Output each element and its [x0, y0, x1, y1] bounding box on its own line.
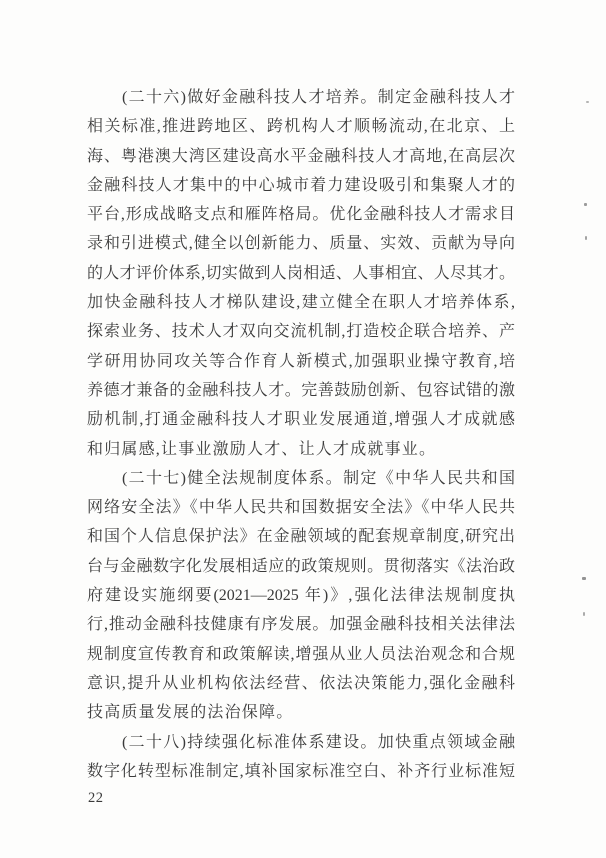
text-line: (二十六)做好金融科技人才培养。制定金融科技人才 — [122, 89, 515, 106]
paragraph-item-27 — [87, 464, 515, 728]
text-line: 励机制,打通金融科技人才职业发展通道,增强人才成就感 — [87, 411, 515, 429]
text-line: 探索业务、技术人才双向交流机制,打造校企联合培养、产 — [87, 323, 515, 341]
text-line: (二十七)健全法规制度体系。制定《中华人民共和国 — [122, 469, 515, 487]
text-line: 台与金融数字化发展相适应的政策规则。贯彻落实《法治政 — [87, 557, 515, 575]
paragraph-item-26 — [87, 83, 515, 464]
text-line: 平台,形成战略支点和雁阵格局。优化金融科技人才需求目 — [87, 206, 515, 224]
text-line: 养德才兼备的金融科技人才。完善鼓励创新、包容试错的激 — [87, 381, 515, 399]
text-line: 规制度宣传教育和政策解读,增强从业人员法治观念和合规 — [87, 645, 515, 663]
text-line: 和国个人信息保护法》在金融领域的配套规章制度,研究出 — [87, 528, 515, 546]
scan-artifact — [584, 203, 587, 206]
scan-artifact — [583, 612, 585, 616]
text-line: 金融科技人才集中的中心城市着力建设吸引和集聚人才的 — [87, 176, 515, 194]
text-line: 技高质量发展的法治保障。 — [87, 704, 294, 722]
text-line: 府建设实施纲要(2021—2025 年)》,强化法律法规制度执 — [87, 587, 515, 605]
scan-artifact — [586, 101, 589, 103]
page-number: 22 — [88, 790, 104, 806]
text-line: 网络安全法》《中华人民共和国数据安全法》《中华人民共 — [87, 499, 515, 517]
paragraph-item-28 — [87, 728, 515, 787]
text-line: 数字化转型标准制定,填补国家标准空白、补齐行业标准短 — [87, 762, 515, 780]
text-line: 相关标准,推进跨地区、跨机构人才顺畅流动,在北京、上 — [87, 118, 515, 136]
scan-artifact — [582, 577, 586, 580]
text-block — [87, 83, 515, 786]
text-line: 和归属感,让事业激励人才、让人才成就事业。 — [87, 440, 437, 458]
scan-artifact — [585, 236, 587, 240]
text-line: 录和引进模式,健全以创新能力、质量、实效、贡献为导向 — [87, 235, 515, 253]
text-line: 行,推动金融科技健康有序发展。加强金融科技相关法律法 — [87, 616, 515, 634]
text-line: (二十八)持续强化标准体系建设。加快重点领域金融 — [122, 733, 515, 751]
text-line: 学研用协同攻关等合作育人新模式,加强职业操守教育,培 — [87, 352, 515, 370]
text-line: 海、粤港澳大湾区建设高水平金融科技人才高地,在高层次 — [87, 147, 515, 165]
text-line: 的人才评价体系,切实做到人岗相适、人事相宜、人尽其才。 — [87, 264, 515, 282]
text-line: 意识,提升从业机构依法经营、依法决策能力,强化金融科 — [87, 674, 515, 692]
text-line: 加快金融科技人才梯队建设,建立健全在职人才培养体系, — [87, 294, 515, 312]
